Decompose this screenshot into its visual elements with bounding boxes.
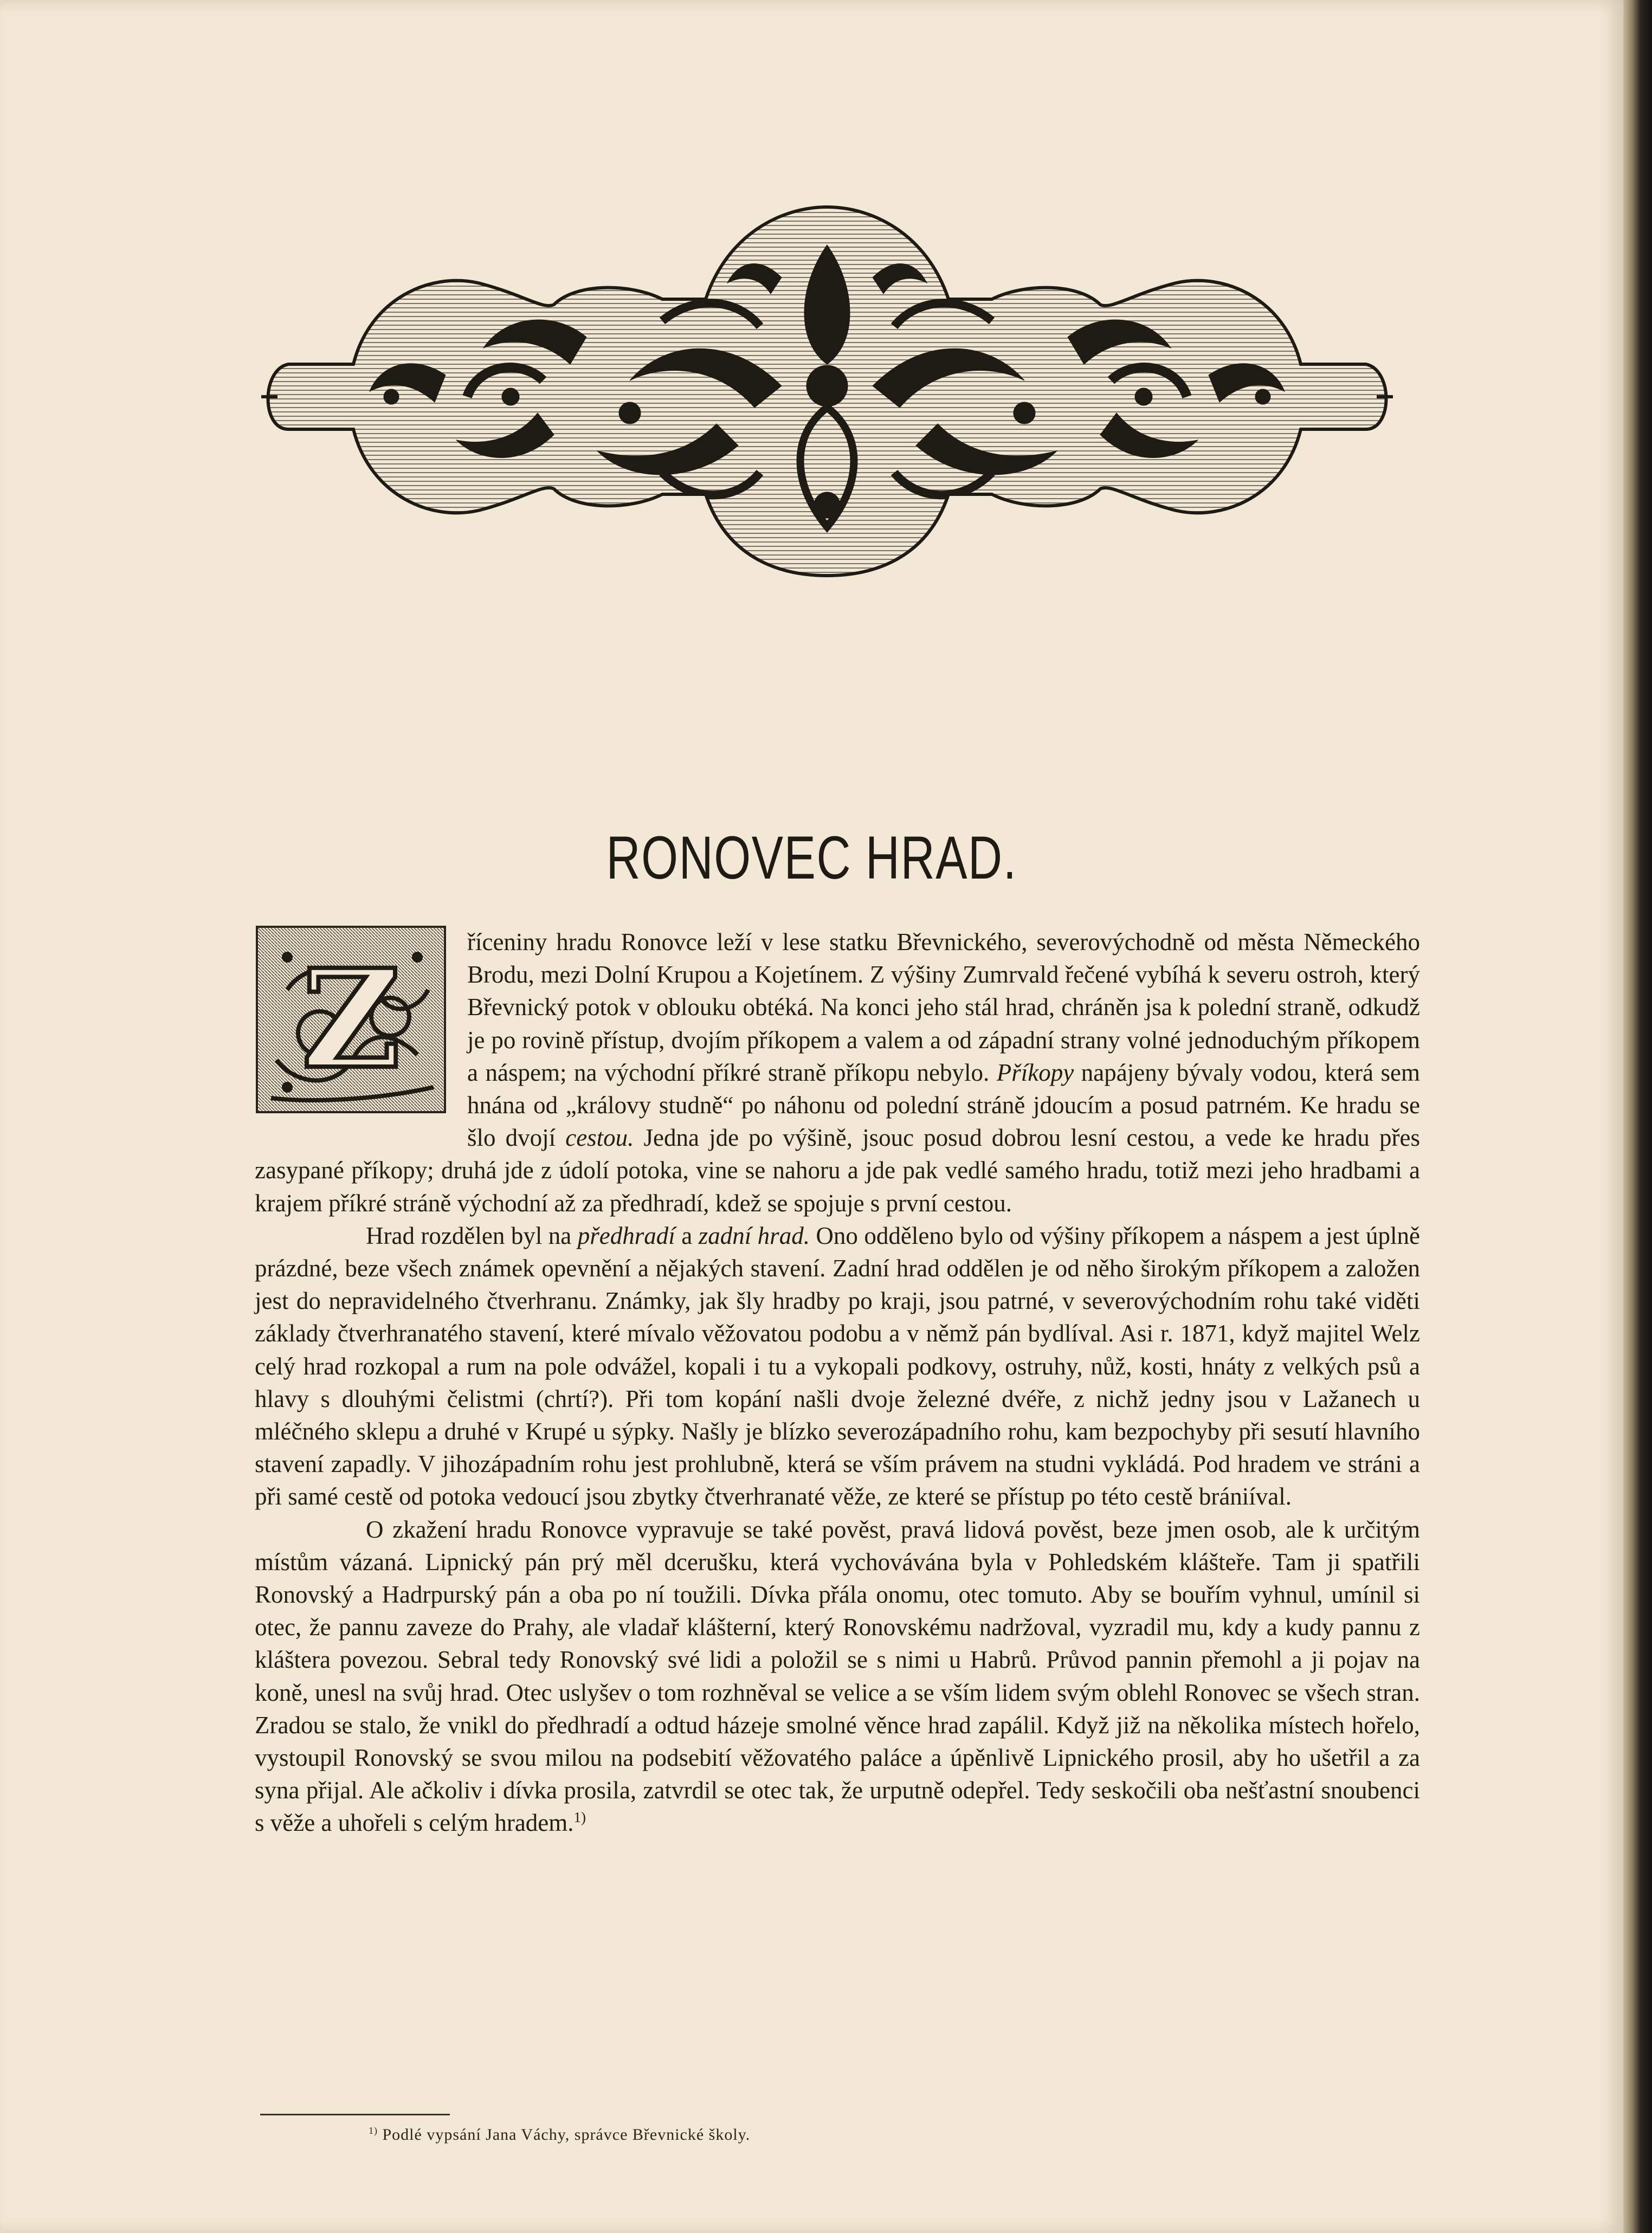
footnote-ref: 1) — [573, 1809, 586, 1826]
adjacent-page-edge — [1623, 0, 1652, 2233]
svg-text:Z: Z — [301, 939, 401, 1099]
footnote-text: Podlé vypsání Jana Váchy, správce Břevnické školy. — [382, 2126, 751, 2144]
article-body — [255, 926, 1420, 1840]
footnote-divider — [260, 2114, 450, 2115]
footnote — [369, 2126, 1344, 2144]
paragraph-2: Hrad rozdělen byl na předhradí a zadní hrad. Ono odděleno bylo od výšiny příkopem a náspem a jest úplně prázdné, beze všech známek opevnění a nějakých stavení. Zadní hrad oddělen je od něho širokým příkopem a založen jest do nepravidelného čtverhranu. Známky, jak šly hradby po kraji, jsou patrné, v severovýchodním rohu také viděti základy čtverhranatého stavení, které mívalo věžovatou podobu a v němž pán bydlíval. Asi r. 1871, když majitel Welz celý hrad rozkopal a rum na pole odvážel, kopali i tu a vykopali podkovy, ostruhy, nůž, kosti, hnáty z velkých psů a hlavy s dlouhými čelistmi (chrtí?). Při tom kopání našli dvoje železné dvéře, z nichž jedny jsou v Lažanech u mléčného sklepu a druhé v Krupé u sýpky. Našly je blízko severozápadního rohu, kam bezpochyby při sesutí hlavního stavení zapadly. V jihozápadním rohu jest prohlubně, která se vším právem na studni vykládá. Pod hradem ve stráni a při samé cestě od potoka vedoucí jsou zbytky čtverhranaté věže, ze které se přístup po této cestě brániíval. — [255, 1222, 1420, 1511]
decorative-headpiece — [250, 202, 1404, 580]
footnote-marker: 1) — [369, 2125, 378, 2136]
paragraph-3: O zkažení hradu Ronovce vypravuje se také pověst, pravá lidová pověst, beze jmen osob, ale k určitým místům vázaná. Lipnický pán prý měl dcerušku, která vychovávána byla v Pohledském klášteře. Tam ji spatřili Ronovský a Hadrpurský pán a oba po ní toužili. Dívka přála onomu, otec tomuto. Aby se bouřím vyhnul, umínil si otec, že pannu zaveze do Prahy, ale vladař klášterní, který Ronovskému nadržoval, vyzradil mu, kdy a kudy pannu z kláštera povezou. Sebral tedy Ronovský své lidi a položil se s nimi u Habrů. Průvod pannin přemohl a ji pojav na koně, unesl na svůj hrad. Otec uslyšev o tom rozhněval se velice a se vším lidem svým oblehl Ronovec se všech stran. Zradou se stalo, že vnikl do předhradí a odtud házeje smolné věnce hrad zapálil. Když již na několika místech hořelo, vystoupil Ronovský se svou milou na podsebití věžovatého paláce a úpěnlivě Lipnického prosil, aby ho ušetřil a za syna přijal. Ale ačkoliv i dívka prosila, zatvrdil se otec tak, že urputně odepřel. Tedy seskočili oba nešťastní snoubenci s věže a uhořeli s celým hradem.$^{1)}$ — [255, 1515, 1420, 1837]
paragraph-1: říceniny hradu Ronovce leží v lese statku Břevnického, severovýchodně od města Německého Brodu, mezi Dolní Krupou a Kojetínem. Z výšiny Zumrvald řečené vybíhá k severu ostroh, který Břevnický potok v oblouku obtéká. Na konci jeho stál hrad, chráněn jsa k polední straně, odkudž je po rovině přístup, dvojím příkopem a valem a od západní strany volné jednoduchým příkopem a náspem; na východní příkré straně příkopu nebylo. Příkopy napájeny bývaly vodou, která sem hnána od „královy studně“ po náhonu od polední stráně jdoucím a posud patrném. Ke hradu se šlo dvojí cestou. Jedna jde po výšině, jsouc posud dobrou lesní cestou, a vede ke hradu přes zasypané příkopy; druhá jde z údolí potoka, vine se nahoru a jde pak vedlé samého hradu, totiž mezi jeho hradbami a krajem příkré stráně východní až za předhradí, kdež se spojuje s první cestou. — [255, 928, 1420, 1217]
page-title: RONOVEC HRAD. — [606, 824, 1017, 892]
